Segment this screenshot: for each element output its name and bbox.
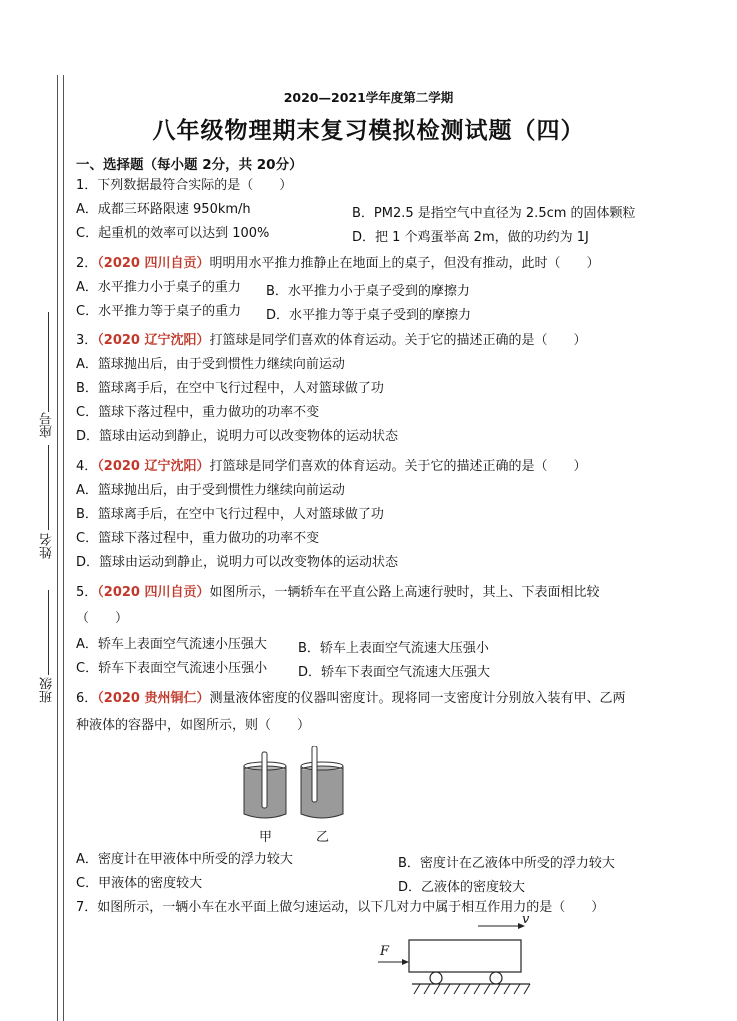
- q4-stem: 打篮球是同学们喜欢的体育运动。关于它的描述正确的是（ ）: [209, 459, 587, 474]
- name-blank-line: [48, 445, 49, 530]
- q5-option-a: A．轿车上表面空气流速小压强大: [76, 637, 267, 652]
- q1-option-c: C．起重机的效率可以达到 100%: [76, 226, 270, 241]
- hydrometer-beakers-svg: [240, 746, 350, 822]
- cart-wheel-left: [430, 972, 442, 984]
- q5-stem: 如图所示，一辆轿车在平直公路上高速行驶时，其上、下表面相比较: [209, 585, 600, 600]
- q5-stem-cont: （ ）: [76, 611, 129, 626]
- q6-option-b: B．密度计在乙液体中所受的浮力较大: [398, 856, 615, 871]
- q2-stem-line: [76, 256, 600, 272]
- q3-option-d: D．篮球由运动到静止，说明力可以改变物体的运动状态: [76, 429, 399, 444]
- q2-option-c: C．水平推力等于桌子的重力: [76, 304, 242, 319]
- q2-source: （2020 四川自贡）: [97, 256, 210, 271]
- q2-number: 2．: [76, 256, 98, 271]
- q3-stem-line: [76, 333, 587, 349]
- q3-option-b: B．篮球离手后，在空中飞行过程中，人对篮球做了功: [76, 381, 384, 396]
- section-heading: 一、选择题（每小题 2分，共 20分）: [76, 157, 303, 173]
- q2-stem: 明明用水平推力推静止在地面上的桌子，但没有推动，此时（ ）: [209, 256, 600, 271]
- ground-hatch: [414, 984, 530, 994]
- hydrometer-right: [312, 746, 317, 802]
- hydrometer-figure: [240, 746, 350, 846]
- class-label: 班级: [40, 677, 55, 703]
- q2-option-d: D．水平推力等于桌子受到的摩擦力: [266, 308, 472, 323]
- q6-stem: 测量液体密度的仪器叫密度计。现将同一支密度计分别放入装有甲、乙两: [209, 691, 626, 706]
- q3-stem: 打篮球是同学们喜欢的体育运动。关于它的描述正确的是（ ）: [209, 333, 587, 348]
- binding-line-right: [63, 75, 64, 1021]
- q5-source: （2020 四川自贡）: [97, 585, 210, 600]
- q6-option-d: D．乙液体的密度较大: [398, 880, 526, 895]
- cart-figure: [370, 912, 540, 1000]
- force-label: F: [380, 944, 390, 959]
- q6-number: 6．: [76, 691, 98, 706]
- name-label: 姓名: [40, 533, 55, 559]
- binding-line-left: [57, 75, 58, 1021]
- q4-option-c: C．篮球下落过程中，重力做功的功率不变: [76, 531, 320, 546]
- q4-stem-line: [76, 459, 587, 475]
- q5-option-b: B．轿车上表面空气流速大压强小: [298, 641, 489, 656]
- cart-svg: [370, 916, 540, 1000]
- q1-stem: 1．下列数据最符合实际的是（ ）: [76, 178, 293, 193]
- q3-option-a: A．篮球抛出后，由于受到惯性力继续向前运动: [76, 357, 345, 372]
- q6-option-a: A．密度计在甲液体中所受的浮力较大: [76, 852, 293, 867]
- exam-year: 2020—2021学年度第二学期: [283, 90, 454, 105]
- fig-label-yi: 乙: [316, 830, 330, 845]
- fig-label-jia: 甲: [259, 830, 273, 845]
- q4-option-d: D．篮球由运动到静止，说明力可以改变物体的运动状态: [76, 555, 399, 570]
- q3-number: 3．: [76, 333, 98, 348]
- q1-option-d: D．把 1 个鸡蛋举高 2m，做的功约为 1J: [352, 230, 589, 245]
- q1-option-b: B．PM2.5 是指空气中直径为 2.5cm 的固体颗粒: [352, 206, 636, 221]
- q6-source: （2020 贵州铜仁）: [97, 691, 210, 706]
- q5-number: 5．: [76, 585, 98, 600]
- q3-source: （2020 辽宁沈阳）: [97, 333, 210, 348]
- q5-option-d: D．轿车下表面空气流速大压强大: [298, 665, 491, 680]
- velocity-label: v: [522, 912, 530, 927]
- q1-option-a: A．成都三环路限速 950km/h: [76, 202, 251, 217]
- q5-stem-line: [76, 585, 600, 601]
- q6-option-c: C．甲液体的密度较大: [76, 876, 203, 891]
- seat-blank-line: [48, 312, 49, 412]
- q4-number: 4．: [76, 459, 98, 474]
- q2-option-a: A．水平推力小于桌子的重力: [76, 280, 241, 295]
- q4-option-b: B．篮球离手后，在空中飞行过程中，人对篮球做了功: [76, 507, 384, 522]
- q6-stem-line: [76, 691, 626, 707]
- cart-body: [409, 940, 521, 972]
- q4-option-a: A．篮球抛出后，由于受到惯性力继续向前运动: [76, 483, 345, 498]
- force-arrowhead: [402, 959, 409, 965]
- exam-title: 八年级物理期末复习模拟检测试题（四）: [152, 117, 585, 144]
- q4-source: （2020 辽宁沈阳）: [97, 459, 210, 474]
- q3-option-c: C．篮球下落过程中，重力做功的功率不变: [76, 405, 320, 420]
- q7-stem: 7．如图所示，一辆小车在水平面上做匀速运动，以下几对力中属于相互作用力的是（ ）: [76, 900, 605, 915]
- beaker-right-body: [301, 770, 343, 818]
- hydrometer-left: [262, 752, 267, 808]
- q2-option-b: B．水平推力小于桌子受到的摩擦力: [266, 284, 470, 299]
- cart-wheel-right: [490, 972, 502, 984]
- q6-stem-cont: 种液体的容器中，如图所示，则（ ）: [76, 718, 311, 733]
- q5-option-c: C．轿车下表面空气流速小压强小: [76, 661, 268, 676]
- seat-label: 座号: [40, 412, 55, 438]
- class-blank-line: [48, 590, 49, 675]
